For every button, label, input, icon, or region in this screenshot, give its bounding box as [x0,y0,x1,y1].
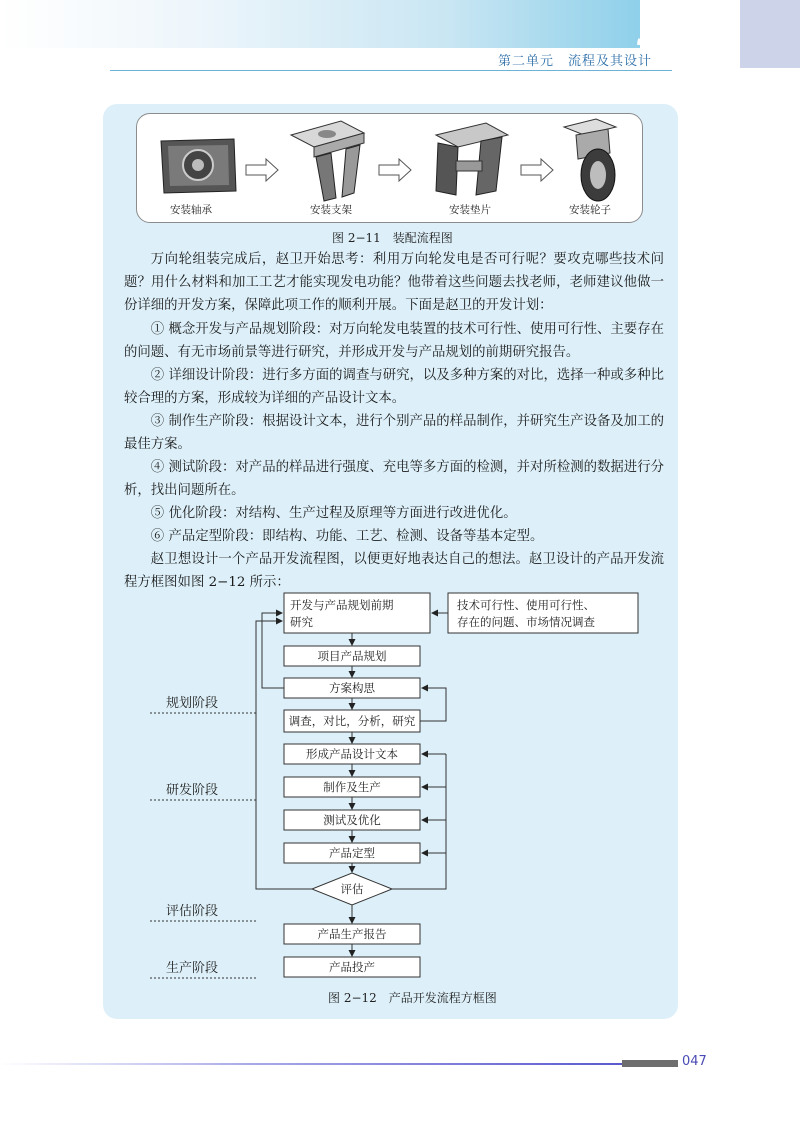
header-band [0,0,640,48]
flow-text: 形成产品设计文本 [306,747,398,761]
figure-caption: 图 2−12 产品开发流程方框图 [328,991,497,1005]
footer-rule [0,1063,622,1065]
flow-text: 项目产品规划 [317,649,387,663]
bearing-illustration [161,139,236,193]
footer-bar [622,1060,678,1067]
page-number: 047 [682,1054,707,1069]
washer-illustration [436,123,508,195]
body-paragraph: ④ 测试阶段：对产品的样品进行强度、充电等多方面的检测，并对所检测的数据进行分析，找出问题所在。 [124,460,664,498]
flow-text: 产品定型 [329,846,375,860]
flow-text: 测试及优化 [323,813,381,827]
figure-caption: 图 2−11 装配流程图 [332,231,453,245]
flow-text: 存在的问题、市场情况调查 [457,615,595,629]
step-label: 安装轴承 [170,204,212,216]
flow-text: 评估 [340,882,364,896]
flow-text: 制作及生产 [323,780,381,794]
flow-text: 产品投产 [329,960,375,974]
header-corner-block [740,0,800,68]
stage-label: 研发阶段 [166,783,219,798]
bracket-illustration [291,121,364,201]
assembly-arrow [379,159,411,181]
body-paragraph: 万向轮组装完成后，赵卫开始思考：利用万向轮发电是否可行呢？要攻克哪些技术问题？用什么材料和加工工艺才能实现发电功能？他带着这些问题去找老师，老师建议他做一份详细的开发方案，保障此项工作的顺利开展。下面是赵卫的开发计划： [124,252,664,313]
body-paragraph: ⑤ 优化阶段：对结构、生产过程及原理等方面进行改进优化。 [150,506,517,521]
flow-text: 技术可行性、使用可行性、 [457,598,595,612]
step-label: 安装支架 [310,204,352,216]
body-paragraph: ① 概念开发与产品规划阶段：对万向轮发电装置的技术可行性、使用可行性、主要存在的问题、有无市场前景等进行研究，并形成开发与产品规划的前期研究报告。 [124,322,664,360]
flow-text: 开发与产品规划前期 [290,598,394,612]
flow-text: 方案构思 [329,681,375,695]
product-flowchart [110,585,670,1015]
wheel-illustration [564,119,616,201]
step-label: 安装轮子 [569,204,611,216]
stage-label: 规划阶段 [166,696,219,711]
unit-title: 第二单元 流程及其设计 [498,54,653,69]
body-paragraph: ③ 制作生产阶段：根据设计文本，进行个别产品的样品制作，并研究生产设备及加工的最佳方案。 [124,414,664,452]
body-paragraph: 赵卫想设计一个产品开发流程图，以便更好地表达自己的想法。赵卫设计的产品开发流程方框图如图 2−12 所示： [124,552,664,590]
flow-text: 调查，对比，分析，研究 [288,714,416,728]
step-label: 安装垫片 [449,204,491,216]
stage-label: 评估阶段 [166,904,219,919]
assembly-arrow [521,159,553,181]
body-paragraph: ② 详细设计阶段：进行多方面的调查与研究，以及多种方案的对比，选择一种或多种比较合理的方案，形成较为详细的产品设计文本。 [124,368,664,406]
body-paragraph: ⑥ 产品定型阶段：即结构、功能、工艺、检测、设备等基本定型。 [150,529,544,544]
header-rule [110,70,672,71]
assembly-arrow [246,159,278,181]
flow-text: 产品生产报告 [317,927,387,941]
stage-label: 生产阶段 [166,961,219,976]
flow-text: 研究 [290,615,313,629]
